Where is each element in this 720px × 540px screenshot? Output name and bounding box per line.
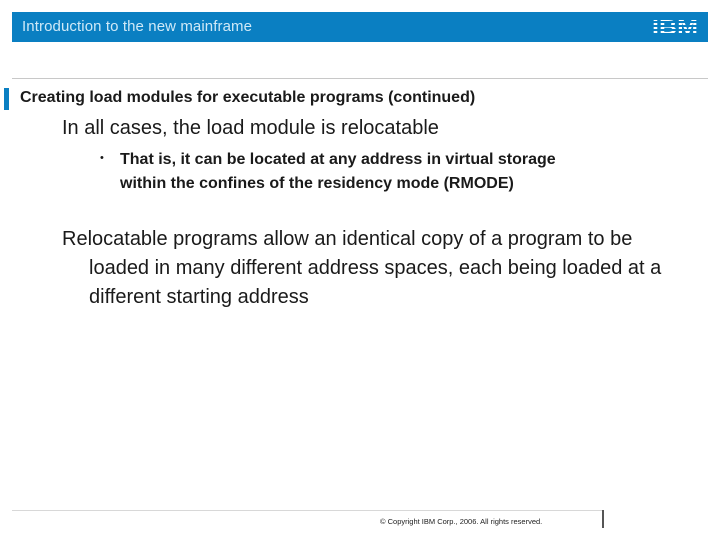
footer-copyright: © Copyright IBM Corp., 2006. All rights reserved. <box>380 517 543 526</box>
footer-divider <box>12 510 602 511</box>
ibm-logo-icon <box>652 17 698 37</box>
title-divider <box>12 78 708 79</box>
sub-bullet-1-text: That is, it can be located at any address in virtual storage within the confines of the residency mode (RMODE) <box>120 151 556 192</box>
header-title: Introduction to the new mainframe <box>22 18 253 35</box>
header-band <box>12 12 708 42</box>
footer-tick <box>602 510 604 528</box>
title-accent-bar <box>4 88 9 110</box>
bullet-dot-icon: • <box>100 152 104 164</box>
bullet-1: In all cases, the load module is relocatable <box>62 117 439 139</box>
bullet-2: Relocatable programs allow an identical copy of a program to be loaded in many different address spaces, each being loaded at a different starting address <box>62 228 662 308</box>
slide-title: Creating load modules for executable programs (continued) <box>20 89 476 106</box>
